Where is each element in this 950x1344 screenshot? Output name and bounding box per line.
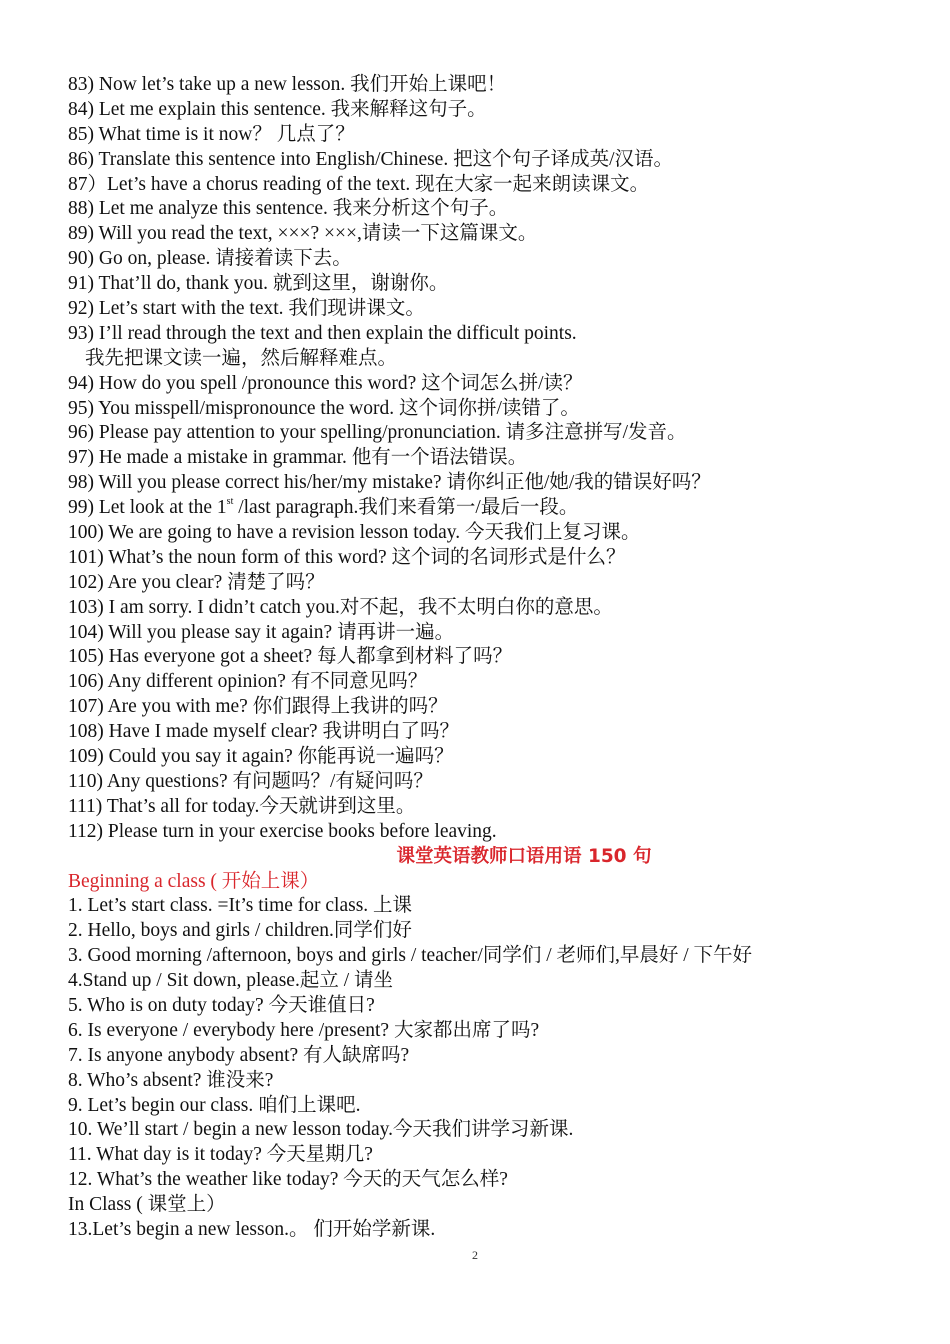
list-item (68, 496, 898, 521)
list-item: 106) Any different opinion? 有不同意见吗？ (68, 671, 428, 693)
list-item: 96) Please pay attention to your spelling/pronunciation. 请多注意拼写/发音。 (68, 422, 687, 444)
list-item: 100) We are going to have a revision lesson today. 今天我们上复习课。 (68, 522, 641, 544)
list-item: 91) That’ll do, thank you. 就到这里，谢谢你。 (68, 273, 449, 295)
line-99-start: 99) Let look at the 1 (68, 497, 227, 519)
list-item: 102) Are you clear? 清楚了吗？ (68, 571, 325, 593)
list-item: 6. Is everyone / everybody here /present? 大家都出席了吗? (68, 1019, 540, 1041)
list-item: 110) Any questions? 有问题吗？/有疑问吗？ (68, 770, 433, 792)
subheading-beginning-class: Beginning a class ( 开始上课） (68, 870, 320, 892)
list-item: 87）Let’s have a chorus reading of the text. 现在大家一起来朗读课文。 (68, 173, 650, 195)
list-item: 107) Are you with me? 你们跟得上我讲的吗？ (68, 696, 448, 718)
list-item: 109) Could you say it again? 你能再说一遍吗？ (68, 746, 454, 768)
list-item: 90) Go on, please. 请接着读下去。 (68, 248, 352, 270)
list-item: 104) Will you please say it again? 请再讲一遍。 (68, 621, 455, 643)
document-body (68, 73, 898, 1243)
list-item: 5. Who is on duty today? 今天谁值日? (68, 994, 375, 1016)
list-item: 10. We’ll start / begin a new lesson today.今天我们讲学习新课. (68, 1119, 574, 1141)
list-item: 12. What’s the weather like today? 今天的天气怎么样? (68, 1169, 508, 1191)
list-item: 1. Let’s start class. =It’s time for class. 上课 (68, 895, 413, 917)
list-item: 84) Let me explain this sentence. 我来解释这句子。 (68, 98, 487, 120)
list-item: 8. Who’s absent? 谁没来? (68, 1069, 274, 1091)
list-item: 92) Let’s start with the text. 我们现讲课文。 (68, 298, 425, 320)
subheading-in-class: In Class ( 课堂上） (68, 1194, 226, 1216)
list-item: 111) That’s all for today.今天就讲到这里。 (68, 795, 416, 817)
list-item: 86) Translate this sentence into English/Chinese. 把这个句子译成英/汉语。 (68, 148, 674, 170)
list-item: 7. Is anyone anybody absent? 有人缺席吗? (68, 1044, 410, 1066)
list-item: 13.Let’s begin a new lesson.。 们开始学新课. (68, 1218, 436, 1240)
list-item: 98) Will you please correct his/her/my mistake? 请你纠正他/她/我的错误好吗？ (68, 472, 711, 494)
list-item: 97) He made a mistake in grammar. 他有一个语法错误。 (68, 447, 528, 469)
page-number: 2 (472, 1248, 478, 1262)
ordinal-suffix: st (226, 495, 234, 507)
list-item: 101) What’s the noun form of this word? 这个词的名词形式是什么？ (68, 546, 626, 568)
section-title: 课堂英语教师口语用语 150 句 (396, 845, 652, 867)
list-item: 93) I’ll read through the text and then explain the difficult points. (68, 322, 577, 344)
list-item: 11. What day is it today? 今天星期几? (68, 1144, 373, 1166)
list-item-continuation: 我先把课文读一遍，然后解释难点。 (85, 347, 398, 369)
list-item: 94) How do you spell /pronounce this word? 这个词怎么拼/读？ (68, 372, 583, 394)
list-item: 85) What time is it now？ 几点了？ (68, 123, 355, 145)
list-item: 83) Now let’s take up a new lesson. 我们开始上课吧！ (68, 74, 507, 95)
list-item: 9. Let’s begin our class. 咱们上课吧. (68, 1094, 361, 1116)
list-item: 3. Good morning /afternoon, boys and girls / teacher/同学们 / 老师们,早晨好 / 下午好 (68, 945, 753, 967)
list-item: 2. Hello, boys and girls / children.同学们好 (68, 920, 412, 942)
list-item: 105) Has everyone got a sheet? 每人都拿到材料了吗？ (68, 646, 513, 668)
list-item: 108) Have I made myself clear? 我讲明白了吗？ (68, 721, 459, 743)
list-item: 112) Please turn in your exercise books before leaving. (68, 820, 497, 842)
list-item: 89) Will you read the text, ×××? ×××,请读一下这篇课文。 (68, 223, 538, 245)
list-item: 103) I am sorry. I didn’t catch you.对不起，我不太明白你的意思。 (68, 596, 613, 618)
line-99-end: /last paragraph.我们来看第一/最后一段。 (233, 497, 579, 519)
list-item: 4.Stand up / Sit down, please.起立 / 请坐 (68, 970, 393, 992)
list-item: 95) You misspell/mispronounce the word. 这个词你拼/读错了。 (68, 397, 580, 419)
list-item: 88) Let me analyze this sentence. 我来分析这个句子。 (68, 198, 509, 220)
